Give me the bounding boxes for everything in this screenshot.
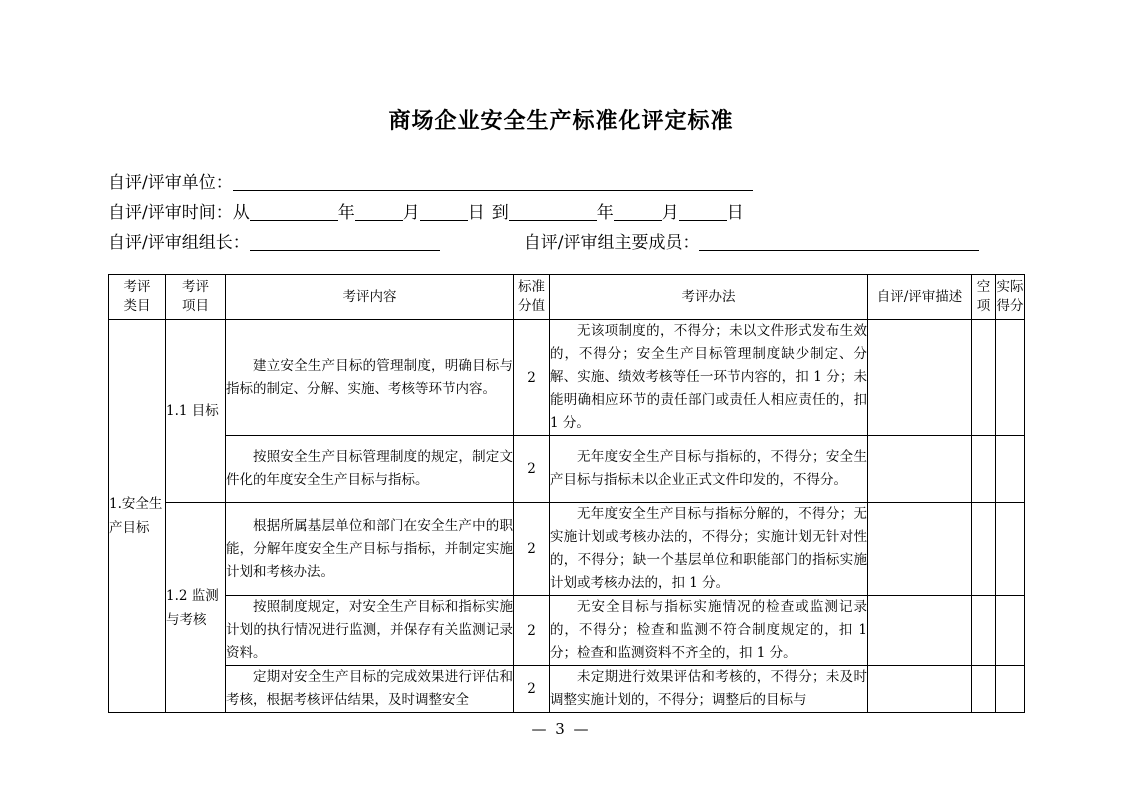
cell-description[interactable] bbox=[868, 320, 972, 436]
start-year-unit: 年 bbox=[337, 203, 355, 223]
unit-input[interactable] bbox=[233, 174, 753, 191]
members-label: 自评/评审组主要成员： bbox=[523, 233, 700, 253]
cell-item-1-2 bbox=[166, 503, 226, 713]
cell-method: 未定期进行效果评估和考核的，不得分；未及时调整实施计划的，不得分；调整后的目标与 bbox=[550, 666, 868, 713]
item-label: 1.1 目标 bbox=[166, 403, 219, 419]
col-header-empty-item: 空 项 bbox=[972, 275, 996, 320]
unit-label: 自评/评审单位： bbox=[108, 173, 233, 193]
cell-item-1-1 bbox=[166, 320, 226, 503]
cell-description[interactable] bbox=[868, 666, 972, 713]
time-to-label: 到 bbox=[491, 203, 509, 223]
end-day-unit: 日 bbox=[726, 203, 744, 223]
item-label: 1.2 监测与考核 bbox=[166, 587, 219, 628]
form-line-unit bbox=[108, 168, 1028, 198]
col-header-item: 考评 项目 bbox=[166, 275, 226, 320]
leader-label: 自评/评审组组长： bbox=[108, 233, 250, 253]
cell-description[interactable] bbox=[868, 503, 972, 596]
cell-description[interactable] bbox=[868, 596, 972, 666]
cell-points: 2 bbox=[514, 596, 550, 666]
cell-actual-score[interactable] bbox=[996, 666, 1025, 713]
cell-category: 1.安全生产目标 bbox=[109, 320, 166, 713]
col-header-content: 考评内容 bbox=[226, 275, 514, 320]
col-header-actual-score: 实际 得分 bbox=[996, 275, 1025, 320]
cell-empty-item[interactable] bbox=[972, 436, 996, 503]
col-header-description: 自评/评审描述 bbox=[868, 275, 972, 320]
cell-content: 建立安全生产目标的管理制度，明确目标与指标的制定、分解、实施、考核等环节内容。 bbox=[226, 320, 514, 436]
cell-points: 2 bbox=[514, 666, 550, 713]
time-label: 自评/评审时间：从 bbox=[108, 203, 250, 223]
header-form bbox=[108, 168, 1028, 258]
cell-actual-score[interactable] bbox=[996, 436, 1025, 503]
cell-empty-item[interactable] bbox=[972, 320, 996, 436]
end-day-input[interactable] bbox=[679, 204, 727, 221]
leader-input[interactable] bbox=[250, 234, 440, 251]
cell-points: 2 bbox=[514, 320, 550, 436]
cell-method: 无年度安全生产目标与指标分解的，不得分；无实施计划或考核办法的，不得分；实施计划无针对性的，不得分；缺一个基层单位和职能部门的指标实施计划或考核办法的，扣 1 分。 bbox=[550, 503, 868, 596]
table-row bbox=[109, 596, 1025, 666]
cell-content: 按照安全生产目标管理制度的规定，制定文件化的年度安全生产目标与指标。 bbox=[226, 436, 514, 503]
table-row bbox=[109, 436, 1025, 503]
cell-empty-item[interactable] bbox=[972, 666, 996, 713]
cell-empty-item[interactable] bbox=[972, 503, 996, 596]
cell-actual-score[interactable] bbox=[996, 596, 1025, 666]
cell-method: 无年度安全生产目标与指标的，不得分；安全生产目标与指标未以企业正式文件印发的，不得分。 bbox=[550, 436, 868, 503]
table-header-row bbox=[109, 275, 1025, 320]
cell-points: 2 bbox=[514, 503, 550, 596]
page-title: 商场企业安全生产标准化评定标准 bbox=[388, 109, 734, 134]
cell-method: 无该项制度的，不得分；未以文件形式发布生效的，不得分；安全生产目标管理制度缺少制定、分解、实施、绩效考核等任一环节内容的，扣 1 分；未能明确相应环节的责任部门或责任人相应责任的，扣 1 分。 bbox=[550, 320, 868, 436]
evaluation-table bbox=[108, 274, 1025, 713]
cell-actual-score[interactable] bbox=[996, 503, 1025, 596]
cell-points: 2 bbox=[514, 436, 550, 503]
table-row bbox=[109, 320, 1025, 436]
page-number-footer: — 3 — bbox=[531, 720, 591, 738]
table-row bbox=[109, 666, 1025, 713]
members-input[interactable] bbox=[699, 234, 979, 251]
col-header-points: 标准 分值 bbox=[514, 275, 550, 320]
start-day-input[interactable] bbox=[420, 204, 468, 221]
form-line-leader-members bbox=[108, 228, 1028, 258]
start-year-input[interactable] bbox=[250, 204, 338, 221]
end-month-input[interactable] bbox=[614, 204, 662, 221]
end-year-input[interactable] bbox=[509, 204, 597, 221]
cell-content: 定期对安全生产目标的完成效果进行评估和考核，根据考核评估结果，及时调整安全 bbox=[226, 666, 514, 713]
form-line-time bbox=[108, 198, 1028, 228]
end-year-unit: 年 bbox=[596, 203, 614, 223]
table-row bbox=[109, 503, 1025, 596]
end-month-unit: 月 bbox=[661, 203, 679, 223]
cell-empty-item[interactable] bbox=[972, 596, 996, 666]
cell-actual-score[interactable] bbox=[996, 320, 1025, 436]
cell-method: 无安全目标与指标实施情况的检查或监测记录的，不得分；检查和监测不符合制度规定的，扣 1 分；检查和监测资料不齐全的，扣 1 分。 bbox=[550, 596, 868, 666]
cell-content: 按照制度规定，对安全生产目标和指标实施计划的执行情况进行监测，并保存有关监测记录资料。 bbox=[226, 596, 514, 666]
cell-description[interactable] bbox=[868, 436, 972, 503]
col-header-category: 考评 类目 bbox=[109, 275, 166, 320]
start-month-input[interactable] bbox=[355, 204, 403, 221]
cell-content: 根据所属基层单位和部门在安全生产中的职能，分解年度安全生产目标与指标，并制定实施计划和考核办法。 bbox=[226, 503, 514, 596]
start-month-unit: 月 bbox=[402, 203, 420, 223]
col-header-method: 考评办法 bbox=[550, 275, 868, 320]
start-day-unit: 日 bbox=[467, 203, 485, 223]
